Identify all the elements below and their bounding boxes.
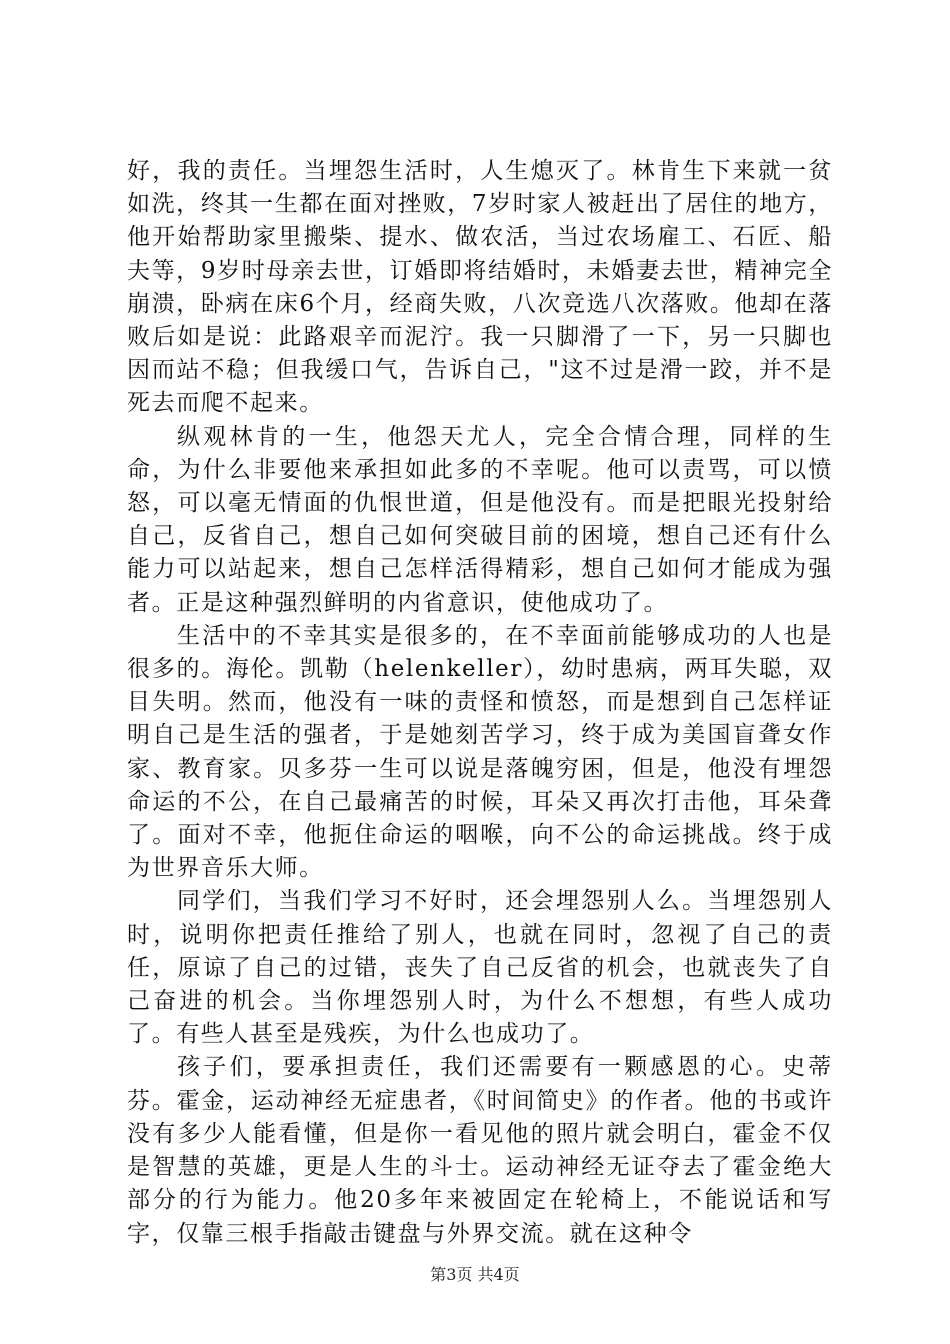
paragraph-4: 同学们，当我们学习不好时，还会埋怨别人么。当埋怨别人时，说明你把责任推给了别人，也就在同时，忽视了自己的责任，原谅了自己的过错，丧失了自己反省的机会，也就丧失了自己奋进的机会。当你埋怨别人时，为什么不想想，有些人成功了。有些人甚至是残疾，为什么也成功了。	[127, 888, 833, 1048]
body-text	[127, 155, 833, 1251]
page-number-footer: 第3页 共4页	[430, 1265, 520, 1284]
paragraph-1: 好，我的责任。当埋怨生活时，人生熄灭了。林肯生下来就一贫如洗，终其一生都在面对挫败，7岁时家人被赶出了居住的地方，他开始帮助家里搬柴、提水、做农活，当过农场雇工、石匠、船夫等，9岁时母亲去世，订婚即将结婚时，未婚妻去世，精神完全崩溃，卧病在床6个月，经商失败，八次竞选八次落败。他却在落败后如是说：此路艰辛而泥泞。我一只脚滑了一下，另一只脚也因而站不稳；但我缓口气，告诉自己，"这不过是滑一跤，并不是死去而爬不起来。	[127, 158, 833, 417]
paragraph-2: 纵观林肯的一生，他怨天尤人，完全合情合理，同样的生命，为什么非要他来承担如此多的不幸呢。他可以责骂，可以愤怒，可以毫无情面的仇恨世道，但是他没有。而是把眼光投射给自己，反省自己，想自己如何突破目前的困境，想自己还有什么能力可以站起来，想自己怎样活得精彩，想自己如何才能成为强者。正是这种强烈鲜明的内省意识，使他成功了。	[127, 423, 833, 616]
paragraph-5: 孩子们，要承担责任，我们还需要有一颗感恩的心。史蒂芬。霍金，运动神经无症患者，《时间简史》的作者。他的书或许没有多少人能看懂，但是你一看见他的照片就会明白，霍金不仅是智慧的英雄，更是人生的斗士。运动神经无证夺去了霍金绝大部分的行为能力。他20多年来被固定在轮椅上，不能说话和写字，仅靠三根手指敲击键盘与外界交流。就在这种令	[127, 1054, 833, 1247]
paragraph-3: 生活中的不幸其实是很多的，在不幸面前能够成功的人也是很多的。海伦。凯勒（helenkeller），幼时患病，两耳失聪，双目失明。然而，他没有一味的责怪和愤怒，而是想到自己怎样证明自己是生活的强者，于是她刻苦学习，终于成为美国盲聋女作家、教育家。贝多芬一生可以说是落魄穷困，但是，他没有埋怨命运的不公，在自己最痛苦的时候，耳朵又再次打击他，耳朵聋了。面对不幸，他扼住命运的咽喉，向不公的命运挑战。终于成为世界音乐大师。	[127, 622, 833, 882]
